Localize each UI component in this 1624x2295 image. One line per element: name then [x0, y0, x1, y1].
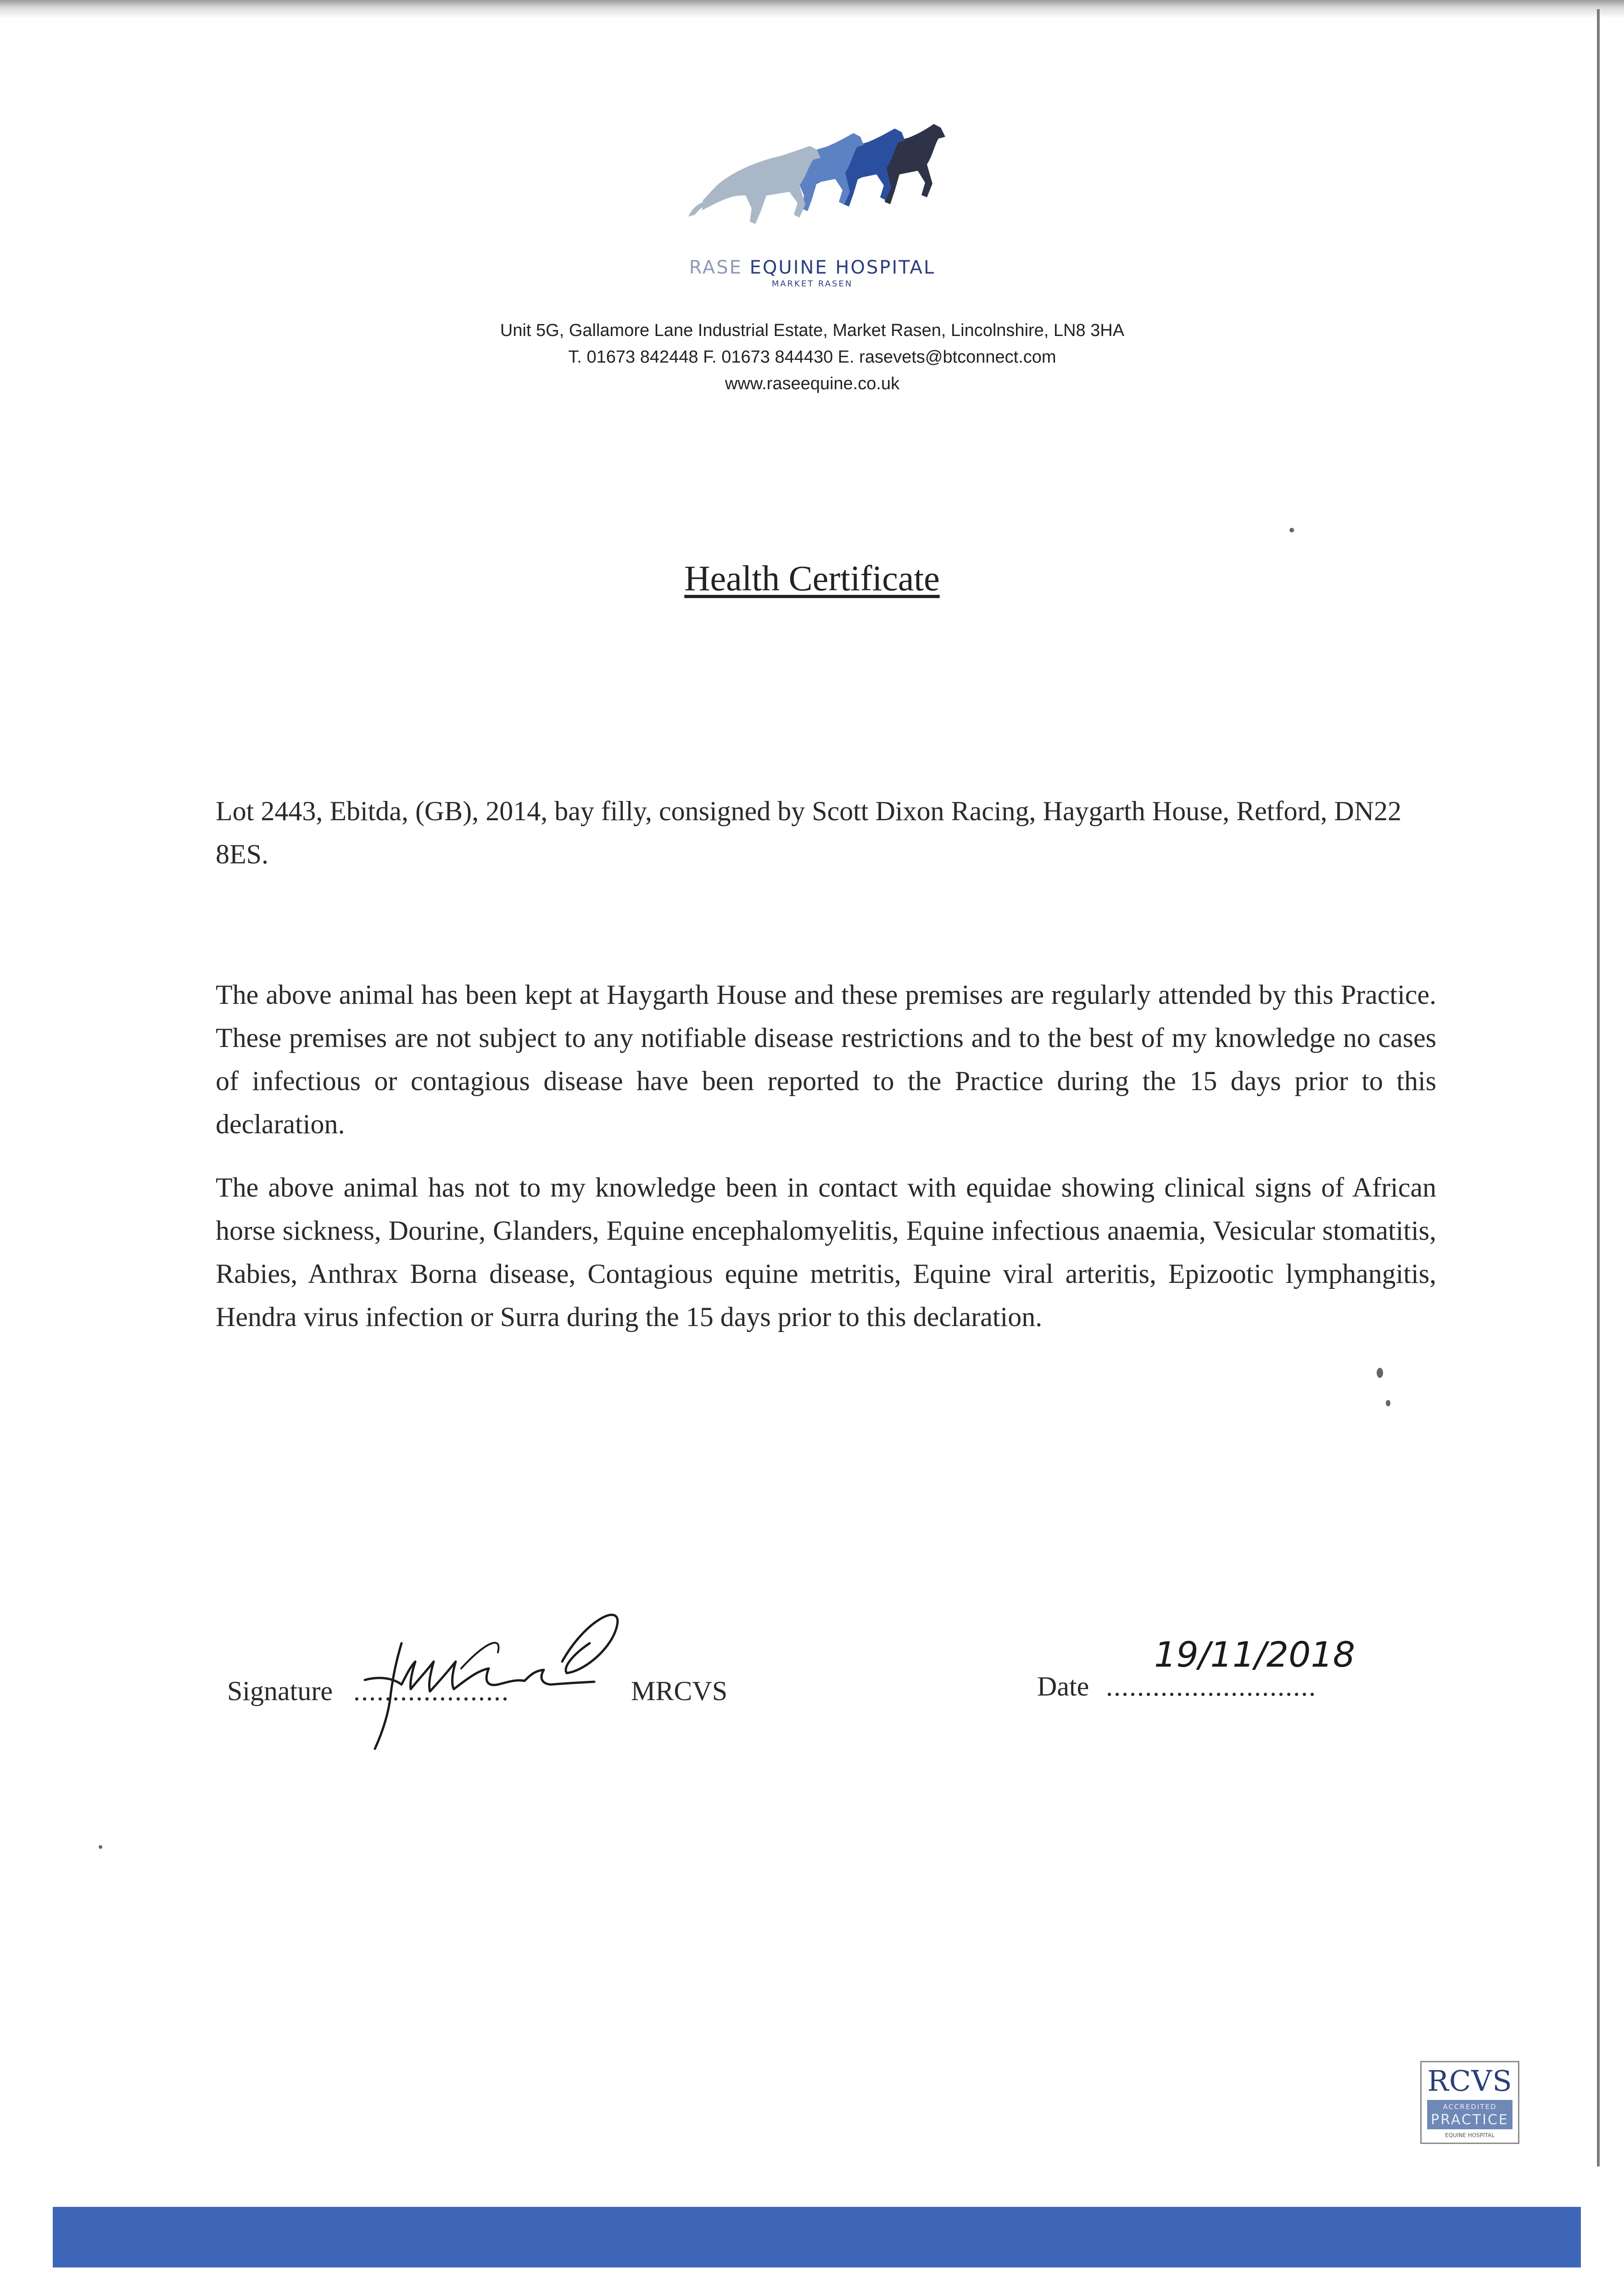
lot-paragraph: Lot 2443, Ebitda, (GB), 2014, bay filly, consigned by Scott Dixon Racing, Haygarth House, Retford, DN22 8ES. — [216, 796, 1402, 869]
galloping-horses-logo-icon — [652, 110, 973, 262]
rcvs-practice-label: PRACTICE — [1431, 2112, 1509, 2128]
rcvs-mark: RCVS — [1427, 2064, 1512, 2098]
date-label: Date — [1037, 1671, 1089, 1702]
scan-speck — [1386, 1400, 1390, 1406]
rcvs-band — [1427, 2100, 1512, 2129]
rcvs-accredited-label: ACCREDITED — [1443, 2103, 1497, 2111]
org-subtitle: MARKET RASEN — [771, 279, 853, 289]
letterhead — [413, 110, 1211, 397]
phone-fax-email-line: T. 01673 842448 F. 01673 844430 E. rasevets@btconnect.com — [568, 347, 1056, 367]
org-name-main: EQUINE HOSPITAL — [749, 257, 936, 278]
rcvs-footnote: EQUINE HOSPITAL — [1445, 2132, 1495, 2138]
address-line: Unit 5G, Gallamore Lane Industrial Estate, Market Rasen, Lincolnshire, LN8 3HA — [500, 321, 1125, 340]
rcvs-accreditation-badge — [1420, 2061, 1519, 2144]
scan-edge-right — [1597, 9, 1600, 2166]
org-name-prefix: RASE — [689, 257, 742, 278]
scan-speck — [1289, 528, 1294, 532]
footer-band — [53, 2207, 1581, 2267]
scan-edge — [0, 0, 1624, 18]
page-title: Health Certificate — [684, 558, 940, 598]
scan-speck — [99, 1845, 102, 1849]
date-value: 19/11/2018 — [1154, 1634, 1356, 1675]
premises-paragraph: The above animal has been kept at Haygarth House and these premises are regularly attended by this Practice. These premises are not subject to any notifiable disease restrictions and to the best of my knowledge no cases of infectious or contagious disease have been reported to the Practice during the 15 days prior to this declaration. — [216, 980, 1436, 1139]
signature-block — [227, 1634, 1448, 1749]
date-dots: ........................... — [1106, 1671, 1317, 1702]
contact-details — [413, 317, 1211, 397]
mrcvs-label: MRCVS — [631, 1676, 728, 1706]
website-line: www.raseequine.co.uk — [725, 374, 900, 393]
contact-paragraph: The above animal has not to my knowledge been in contact with equidae showing clinical signs of African horse sickness, Dourine, Glanders, Equine encephalomyelitis, Equine infectious anaemia, Vesicular stomatitis, Rabies, Anthrax Borna disease, Contagious equine metritis, Equine viral arteritis, Epizootic lymphangitis, Hendra virus infection or Surra during the 15 days prior to this declaration. — [216, 1172, 1436, 1332]
signature-label: Signature — [227, 1676, 333, 1706]
scan-speck — [1377, 1368, 1383, 1378]
org-name — [413, 257, 1211, 278]
handwritten-signature — [346, 1593, 649, 1758]
signature-dots: .................... — [353, 1676, 509, 1706]
